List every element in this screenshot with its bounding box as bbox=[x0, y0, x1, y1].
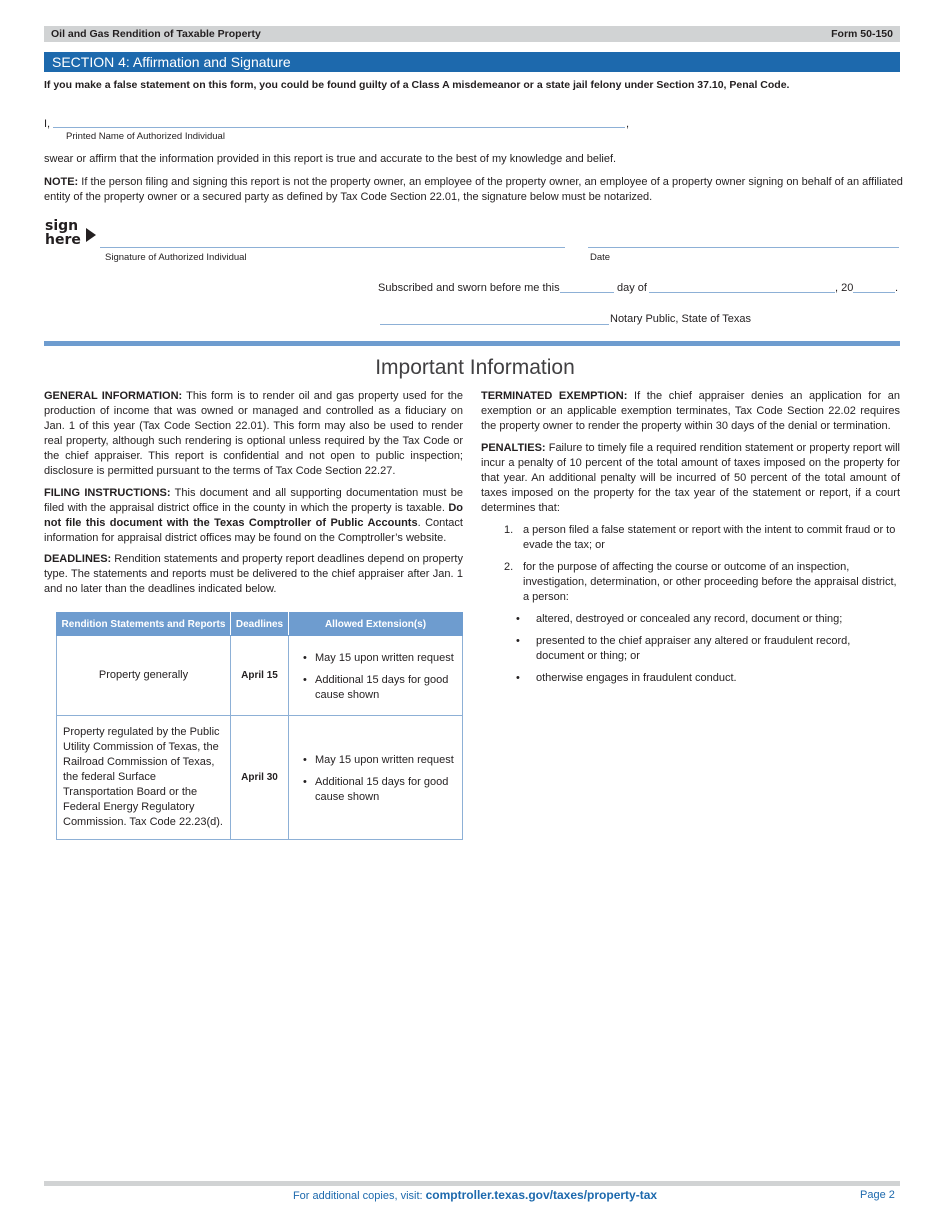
list-text: for the purpose of affecting the course or outcome of an inspection, investigation, determination, or other proceeding before the appraisal district, a person: bbox=[523, 561, 897, 603]
footer-divider bbox=[44, 1181, 900, 1186]
list-number: 2. bbox=[504, 561, 514, 573]
extension-item: • May 15 upon written request bbox=[303, 753, 454, 768]
form-header bbox=[44, 26, 900, 42]
notary-day-field[interactable] bbox=[560, 280, 614, 293]
terminated-label: TERMINATED EXEMPTION: bbox=[481, 390, 628, 402]
section-title: SECTION 4: Affirmation and Signature bbox=[44, 52, 900, 72]
bullet-item: • otherwise engages in fraudulent conduct. bbox=[481, 671, 900, 686]
penalties-label: PENALTIES: bbox=[481, 442, 546, 454]
day-of-text: day of bbox=[617, 282, 647, 294]
footer-link[interactable]: comptroller.texas.gov/taxes/property-tax bbox=[425, 1188, 658, 1202]
section-divider bbox=[44, 341, 900, 346]
year-period: . bbox=[895, 282, 899, 294]
date-field[interactable] bbox=[588, 234, 899, 248]
notary-signature-field[interactable] bbox=[380, 312, 609, 325]
general-label: GENERAL INFORMATION: bbox=[44, 390, 183, 402]
notary-year-field[interactable] bbox=[853, 280, 895, 293]
extension-item: • Additional 15 days for good cause shown bbox=[303, 775, 454, 805]
extension-item: • May 15 upon written request bbox=[303, 651, 454, 666]
affirm-prefix: I, bbox=[44, 118, 51, 130]
deadlines-text: Rendition statements and property report deadlines depend on property type. The statements and reports must be delivered to the chief appraiser after Jan. 1 and no later than the deadlines indicated below. bbox=[44, 553, 463, 595]
deadlines-table bbox=[56, 612, 463, 840]
table-cell-type: Property regulated by the Public Utility Commission of Texas, the Railroad Commission of Texas, the federal Surface Transportation Board or the Federal Energy Regulatory Commission. Tax Code 22.23(d). bbox=[57, 716, 231, 840]
filing-instructions bbox=[44, 486, 463, 546]
table-cell-extensions bbox=[289, 636, 463, 716]
here-word: here bbox=[45, 232, 81, 248]
page-number: Page 2 bbox=[860, 1189, 895, 1201]
table-header: Deadlines bbox=[231, 613, 289, 636]
filing-text-1: This document and all supporting documentation must be filed with the appraisal district office in the county in which the property is taxable. bbox=[44, 487, 463, 514]
deadlines bbox=[44, 552, 463, 597]
date-label: Date bbox=[590, 252, 611, 263]
notary-note bbox=[44, 175, 904, 205]
signature-field[interactable] bbox=[100, 234, 565, 248]
general-information bbox=[44, 389, 463, 479]
note-text: If the person filing and signing this report is not the property owner, an employee of the property owner, an employee of a property owner signing on behalf of an affiliated entity of the property owner or a secured party as defined by Tax Code Section 22.01, the signature below must be notarized. bbox=[44, 176, 903, 203]
table-cell-deadline: April 30 bbox=[231, 716, 289, 840]
deadlines-label: DEADLINES: bbox=[44, 553, 112, 565]
sign-here-label bbox=[45, 219, 81, 247]
general-text: This form is to render oil and gas property used for the production of income that was owned or managed and controlled as a fiduciary on Jan. 1 of this year (Tax Code Section 22.01). This form may also be used to render real property, although such rendering is optional unless required by the Tax Code or the chief appraiser. This report is confidential and not open to public inspection; disclosure is permitted pursuant to the terms of Tax Code Section 22.27. bbox=[44, 390, 463, 477]
table-cell-extensions bbox=[289, 716, 463, 840]
table-header: Rendition Statements and Reports bbox=[57, 613, 231, 636]
list-item bbox=[481, 523, 900, 553]
form-header-title: Oil and Gas Rendition of Taxable Property bbox=[51, 28, 261, 40]
penalty-warning: If you make a false statement on this form, you could be found guilty of a Class A misdemeanor or a state jail felony under Section 37.10, Penal Code. bbox=[44, 79, 790, 91]
terminated-text: If the chief appraiser denies an application for an exemption or an applicable exemption terminates, Tax Code Section 22.02 requires the property owner to render the property within 30 days of the denial or termination. bbox=[481, 390, 900, 432]
list-item bbox=[481, 560, 900, 605]
table-cell-deadline: April 15 bbox=[231, 636, 289, 716]
list-number: 1. bbox=[504, 524, 514, 536]
notary-label: Notary Public, State of Texas bbox=[610, 313, 752, 325]
year-prefix: , 20 bbox=[835, 282, 854, 294]
filing-text-2: . Contact information for appraisal district offices may be found on the Comptroller’s website. bbox=[44, 517, 463, 544]
arrow-right-icon bbox=[86, 228, 96, 242]
terminated-exemption bbox=[481, 389, 900, 434]
filing-label: FILING INSTRUCTIONS: bbox=[44, 487, 171, 499]
important-title: Important Information bbox=[375, 356, 575, 379]
table-header: Allowed Extension(s) bbox=[289, 613, 463, 636]
note-label: NOTE: bbox=[44, 176, 79, 188]
printed-name-label: Printed Name of Authorized Individual bbox=[66, 131, 225, 142]
table-row bbox=[57, 636, 463, 716]
table-header-row bbox=[57, 613, 463, 636]
table-cell-type: Property generally bbox=[57, 636, 231, 716]
printed-name-field[interactable] bbox=[53, 114, 625, 128]
form-number: Form 50-150 bbox=[831, 28, 893, 40]
footer-prefix: For additional copies, visit: bbox=[292, 1190, 426, 1202]
sign-word: sign bbox=[45, 218, 79, 234]
signature-label: Signature of Authorized Individual bbox=[105, 252, 247, 263]
swear-text: swear or affirm that the information provided in this report is true and accurate to the best of my knowledge and belief. bbox=[44, 153, 617, 165]
extension-item: • Additional 15 days for good cause shown bbox=[303, 673, 454, 703]
filing-bold: Do not file this document with the Texas Comptroller of Public Accounts bbox=[44, 502, 463, 529]
penalty-conditions bbox=[481, 523, 900, 693]
penalties-text: Failure to timely file a required rendition statement or property report will incur a penalty of 10 percent of the total amount of taxes imposed on the property for that year. An additional penalty will be incurred of 50 percent of the total amount of taxes imposed on the property for the tax year of the statement or report, if a court determines that: bbox=[481, 442, 900, 514]
notary-month-field[interactable] bbox=[649, 280, 835, 293]
footer-text bbox=[0, 1188, 950, 1202]
table-row bbox=[57, 716, 463, 840]
subscribed-text: Subscribed and sworn before me this bbox=[378, 282, 560, 294]
affirm-suffix: , bbox=[626, 118, 630, 130]
bullet-item: • presented to the chief appraiser any altered or fraudulent record, document or thing; or bbox=[481, 634, 900, 664]
penalties bbox=[481, 441, 900, 516]
bullet-item: • altered, destroyed or concealed any record, document or thing; bbox=[481, 612, 900, 627]
list-text: a person filed a false statement or report with the intent to commit fraud or to evade the tax; or bbox=[523, 524, 896, 551]
